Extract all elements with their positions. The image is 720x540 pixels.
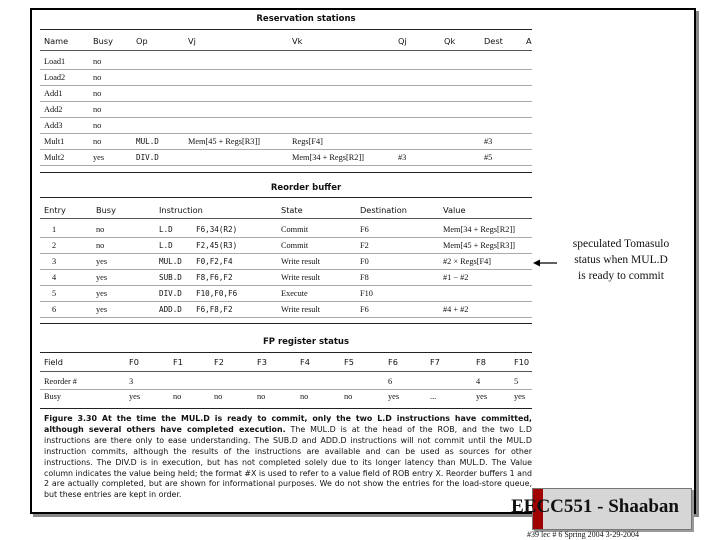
rob-cell: 4 (52, 273, 57, 282)
annotation-line-2: status when MUL.D (574, 254, 668, 266)
rs-cell: #3 (398, 153, 407, 162)
fp-header-rule (40, 371, 532, 372)
caption-lead: Figure 3.30 At the time the MUL.D is ready to commit, only the two L.D instructions have committed, although several others have completed execution. (44, 414, 532, 434)
rob-cell: no (96, 241, 105, 250)
rs-header-2: Op (136, 36, 148, 46)
reservation-stations-title: Reservation stations (256, 14, 356, 24)
rob-cell: 3 (52, 257, 57, 266)
rs-header-7: Dest (484, 36, 503, 46)
rob-cell: 5 (52, 289, 57, 298)
slide-footer: #39 lec # 6 Spring 2004 3-29-2004 (527, 530, 639, 539)
figure-caption (44, 414, 532, 501)
fp-cell: 4 (476, 377, 481, 386)
fp-cell: yes (514, 392, 526, 401)
rob-cell: F8,F6,F2 (196, 273, 233, 282)
fp-header-5: F4 (300, 357, 310, 367)
row-divider (40, 389, 532, 390)
course-badge (511, 488, 692, 530)
rob-cell: F2 (360, 241, 369, 250)
fp-cell: Busy (44, 392, 62, 401)
rob-cell: F6 (360, 225, 369, 234)
fp-header-7: F6 (388, 357, 398, 367)
rs-header-0: Name (44, 36, 69, 46)
speculation-annotation (557, 236, 685, 284)
fp-header-3: F2 (214, 357, 224, 367)
rob-cell: F2,45(R3) (196, 241, 238, 250)
rob-cell: yes (96, 305, 108, 314)
fp-cell: no (257, 392, 266, 401)
rob-header-3: State (281, 205, 303, 215)
row-divider (40, 149, 532, 150)
rob-cell: Write result (281, 257, 321, 266)
rob-cell: DIV.D (159, 289, 182, 298)
annotation-line-3: is ready to commit (578, 270, 664, 282)
rob-cell: F0,F2,F4 (196, 257, 233, 266)
fp-cell: no (344, 392, 353, 401)
rs-cell: Load2 (44, 73, 66, 82)
rob-cell: 2 (52, 241, 57, 250)
annotation-line-1: speculated Tomasulo (572, 238, 670, 250)
fp-header-8: F7 (430, 357, 440, 367)
fp-cell: yes (129, 392, 141, 401)
fp-header-1: F0 (129, 357, 139, 367)
row-divider (40, 101, 532, 102)
rs-cell: no (93, 57, 102, 66)
rob-cell: yes (96, 273, 108, 282)
rob-cell: ADD.D (159, 305, 182, 314)
reservation-bottom-rule (40, 172, 532, 173)
row-divider (40, 237, 532, 238)
reorder-buffer-title: Reorder buffer (270, 183, 342, 193)
rs-header-8: A (526, 36, 532, 46)
course-label: EECC551 - Shaaban (511, 496, 679, 517)
fp-cell: 3 (129, 377, 134, 386)
fp-cell: yes (476, 392, 488, 401)
row-divider (40, 317, 532, 318)
rob-cell: 1 (52, 225, 57, 234)
row-divider (40, 253, 532, 254)
rob-cell: F10,F0,F6 (196, 289, 238, 298)
rs-cell: Add2 (44, 105, 63, 114)
rs-cell: DIV.D (136, 153, 159, 162)
rob-top-rule (40, 197, 532, 198)
rob-cell: MUL.D (159, 257, 182, 266)
rob-cell: Mem[45 + Regs[R3]] (443, 241, 515, 250)
rs-cell: Mem[34 + Regs[R2]] (292, 153, 364, 162)
rs-cell: MUL.D (136, 137, 159, 146)
rs-cell: no (93, 121, 102, 130)
rs-cell: Mem[45 + Regs[R3]] (188, 137, 260, 146)
fp-header-10: F10 (514, 357, 530, 367)
reservation-header-rule (40, 50, 532, 51)
rs-header-5: Qj (398, 36, 407, 46)
fp-header-2: F1 (173, 357, 183, 367)
rob-cell: yes (96, 257, 108, 266)
row-divider (40, 133, 532, 134)
rob-header-rule (40, 218, 532, 219)
fp-cell: ... (430, 392, 437, 401)
fp-cell: yes (388, 392, 400, 401)
rs-cell: #5 (484, 153, 493, 162)
fp-cell: Reorder # (44, 377, 77, 386)
rs-cell: Regs[F4] (292, 137, 323, 146)
rob-cell: SUB.D (159, 273, 182, 282)
rs-cell: Mult2 (44, 153, 65, 162)
rob-header-0: Entry (44, 205, 66, 215)
rob-cell: F6,F8,F2 (196, 305, 233, 314)
row-divider (40, 85, 532, 86)
rob-cell: no (96, 225, 105, 234)
rob-cell: #2 × Regs[F4] (443, 257, 492, 266)
rob-header-5: Value (443, 205, 466, 215)
rs-cell: Add1 (44, 89, 63, 98)
rob-cell: F6,34(R2) (196, 225, 238, 234)
row-divider (40, 117, 532, 118)
arrow-left-icon (533, 258, 557, 268)
caption-body: The MUL.D is at the head of the ROB, and the two L.D instructions are there only to ease understanding. The SUB.D and ADD.D instructions will not commit until the MUL.D instruction commits, although the results of the instructions are available and can be used as sources for other instructions. The DIV.D is in execution, but has not completed solely due to its longer latency than MUL.D. The Value column indicates the value being held; the format #X is used to refer to a value field of ROB entry X. Reorder buffers 1 and 2 are actually completed, but are shown for informational purposes. We do not show the entries for the load-store queue, but these entries are kept in order. (44, 424, 532, 500)
rs-cell: no (93, 137, 102, 146)
rob-cell: F10 (360, 289, 373, 298)
rob-cell: 6 (52, 305, 57, 314)
rob-cell: Write result (281, 273, 321, 282)
fp-cell: 5 (514, 377, 519, 386)
fp-header-6: F5 (344, 357, 354, 367)
fp-cell: no (300, 392, 309, 401)
fp-register-status-title: FP register status (262, 337, 350, 347)
rs-cell: yes (93, 153, 105, 162)
rob-bottom-rule (40, 323, 532, 324)
rob-cell: yes (96, 289, 108, 298)
rob-cell: #1 − #2 (443, 273, 469, 282)
rob-cell: Commit (281, 241, 309, 250)
fp-cell: no (173, 392, 182, 401)
rs-header-6: Qk (444, 36, 456, 46)
rob-cell: Commit (281, 225, 309, 234)
scanned-figure (36, 12, 534, 512)
rs-cell: no (93, 73, 102, 82)
rob-cell: F0 (360, 257, 369, 266)
rs-header-4: Vk (292, 36, 303, 46)
rs-cell: no (93, 105, 102, 114)
rob-cell: #4 + #2 (443, 305, 469, 314)
rob-cell: F8 (360, 273, 369, 282)
rs-header-3: Vj (188, 36, 196, 46)
fp-header-4: F3 (257, 357, 267, 367)
fp-cell: 6 (388, 377, 393, 386)
fp-top-rule (40, 352, 532, 353)
rob-header-1: Busy (96, 205, 116, 215)
row-divider (40, 301, 532, 302)
rs-header-1: Busy (93, 36, 113, 46)
rob-cell: F6 (360, 305, 369, 314)
row-divider (40, 69, 532, 70)
row-divider (40, 165, 532, 166)
rob-cell: L.D (159, 225, 173, 234)
rob-cell: L.D (159, 241, 173, 250)
rs-cell: #3 (484, 137, 493, 146)
rs-cell: Add3 (44, 121, 63, 130)
fp-cell: no (214, 392, 223, 401)
rob-header-4: Destination (360, 205, 407, 215)
fp-header-9: F8 (476, 357, 486, 367)
row-divider (40, 285, 532, 286)
row-divider (40, 269, 532, 270)
fp-bottom-rule (40, 408, 532, 409)
rs-cell: Mult1 (44, 137, 65, 146)
rob-cell: Write result (281, 305, 321, 314)
rs-cell: Load1 (44, 57, 66, 66)
rob-cell: Execute (281, 289, 308, 298)
reservation-top-rule (40, 29, 532, 30)
rob-cell: Mem[34 + Regs[R2]] (443, 225, 515, 234)
rs-cell: no (93, 89, 102, 98)
fp-header-0: Field (44, 357, 63, 367)
rob-header-2: Instruction (159, 205, 203, 215)
